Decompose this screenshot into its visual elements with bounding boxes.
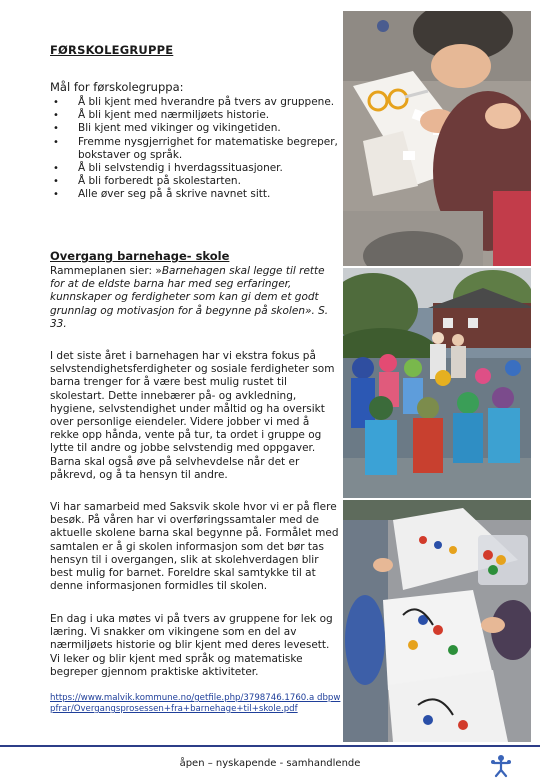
goal-item: • Å bli forberedt på skolestarten. bbox=[50, 175, 340, 188]
goal-item: • Fremme nysgjerrighet for matematiske begreper, bokstaver og språk. bbox=[50, 136, 340, 162]
quote-intro: Rammeplanen sier: » bbox=[50, 265, 162, 277]
footer-divider bbox=[0, 745, 540, 747]
source-link[interactable]: https://www.malvik.kommune.no/getfile.php/3798746.1760.a dbpwpfrar/Overgangsprosessen+fra+barnehage+til+skole.pdf bbox=[50, 693, 341, 714]
photo-children-cutting bbox=[343, 11, 531, 266]
goal-item: • Å bli kjent med hverandre på tvers av gruppene. bbox=[50, 96, 340, 109]
photo-table-activity bbox=[343, 500, 531, 742]
paragraph-school-cooperation: Vi har samarbeid med Saksvik skole hvor vi er på flere besøk. På våren har vi overføringssamtaler med de aktuelle skolene barna skal begynne på. Formålet med samtalen er å gi skolen informasjon som det bør tas hensyn til i overgangen, slik at skolehverdagen blir best mulig for barnet. Foreldre skal samtykke til at denne informasjonen formidles til skolen. bbox=[50, 501, 339, 593]
goals-title: Mål for førskolegruppa: bbox=[50, 80, 184, 94]
kindergarten-logo-icon bbox=[488, 752, 514, 778]
quote-paragraph bbox=[50, 265, 340, 331]
paragraph-weekly-meeting: En dag i uka møtes vi på tvers av gruppene for lek og læring. Vi snakker om vikingene som en del av nærmiljøets historie og blir kjent med deres levesett. Vi leker og blir kjent med språk og matematiske begreper gjennom praktiske aktiviteter. bbox=[50, 613, 333, 678]
transition-heading: Overgang barnehage- skole bbox=[50, 249, 230, 263]
quote-text: Barnehagen skal legge til rette for at de eldste barna har med seg erfaringer, kunnskaper og ferdigheter som kan gi dem et godt grunnlag og motivasjon for å begynne på skolen». S. 33. bbox=[50, 265, 329, 330]
goal-item: • Alle øver seg på å skrive navnet sitt. bbox=[50, 188, 340, 201]
photo-children-outdoors bbox=[343, 268, 531, 498]
goal-item: • Å bli selvstendig i hverdagssituasjoner. bbox=[50, 162, 340, 175]
goal-item: • Bli kjent med vikinger og vikingetiden. bbox=[50, 122, 340, 135]
page-heading: FØRSKOLEGRUPPE bbox=[50, 43, 174, 57]
goal-item: • Å bli kjent med nærmiljøets historie. bbox=[50, 109, 340, 122]
paragraph-skills: I det siste året i barnehagen har vi ekstra fokus på selvstendighetsferdigheter og sosiale ferdigheter som barna trenger for å være best mulig rustet til skolestart. Dette innebærer på- og avkledning, hygiene, selvstendighet under måltid og ha oversikt over personlige eiendeler. Videre jobber vi med å rekke opp hånda, vente på tur, ta ordet i gruppe og lytte til andre og jobbe selvstendig med oppgaver. Barna skal også øve på selvhevdelse når det er påkrevd, og å ta hensyn til andre. bbox=[50, 350, 335, 481]
goals-list bbox=[50, 96, 340, 202]
footer-slogan: åpen – nyskapende - samhandlende bbox=[179, 758, 361, 769]
